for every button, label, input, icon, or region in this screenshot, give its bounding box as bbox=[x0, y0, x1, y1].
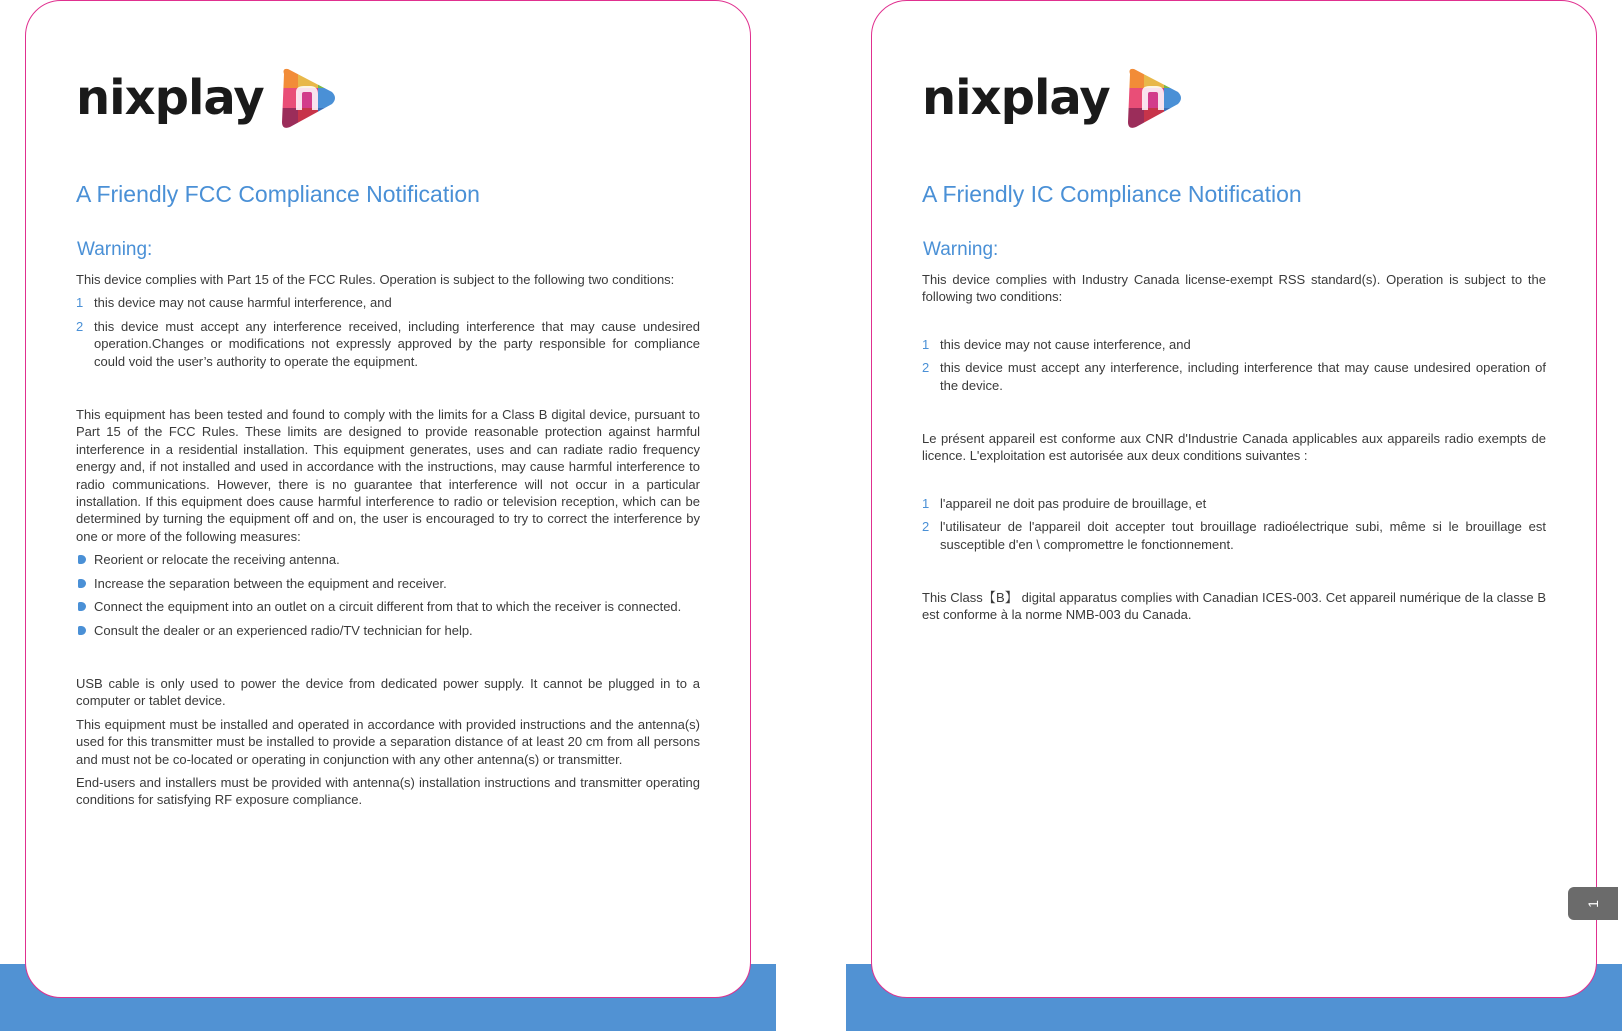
antenna-paragraph: This equipment must be installed and operated in accordance with provided instructions and the antenna(s) used for this transmitter must be installed to provide a separation distance of at least 20 cm from all persons and must not be co-located or operating in conjunction with any other antenna(s) or transmitter. bbox=[76, 716, 700, 767]
list-item: 1 l'appareil ne doit pas produire de brouillage, et bbox=[922, 495, 1207, 511]
bullet-icon bbox=[78, 555, 86, 564]
list-item: 1 this device may not cause harmful interference, and bbox=[76, 295, 392, 311]
page-title: A Friendly IC Compliance Notification bbox=[922, 181, 1302, 207]
intro-paragraph: This device complies with Industry Canada license-exempt RSS standard(s). Operation is subject to the following two conditions: bbox=[922, 272, 1546, 305]
list-item: Increase the separation between the equipment and receiver. bbox=[76, 575, 700, 592]
logo-play-icon bbox=[1124, 66, 1184, 130]
page-number: 1 bbox=[1584, 899, 1601, 908]
list-item: 2 l'utilisateur de l'appareil doit accepter tout brouillage radioélectrique subi, même si le brouillage est susceptible d'en \ compromettre le fonctionnement. bbox=[922, 519, 1546, 552]
list-item: 2 this device must accept any interference, including interference that may cause undesired operation of the device. bbox=[922, 360, 1546, 393]
bullet-icon bbox=[78, 626, 86, 635]
list-item: 1 this device may not cause interference, and bbox=[922, 336, 1191, 352]
measures-list bbox=[76, 551, 700, 639]
ic-body bbox=[922, 271, 1546, 624]
french-conditions-list bbox=[922, 495, 1546, 553]
conditions-list bbox=[76, 294, 700, 370]
ices-paragraph: This Class【B】 digital apparatus complies with Canadian ICES-003. Cet appareil numérique de la classe B est conforme à la norme NMB-003 du Canada. bbox=[922, 590, 1546, 623]
ic-page bbox=[871, 0, 1597, 998]
list-item: Connect the equipment into an outlet on a circuit different from that to which the receiver is connected. bbox=[76, 598, 700, 615]
french-intro-paragraph: Le présent appareil est conforme aux CNR d'Industrie Canada applicables aux appareils radio exempts de licence. L'exploitation est autorisée aux deux conditions suivantes : bbox=[922, 431, 1546, 464]
nixplay-logo bbox=[922, 63, 1184, 133]
intro-paragraph: This device complies with Part 15 of the FCC Rules. Operation is subject to the following two conditions: bbox=[76, 272, 675, 287]
nixplay-logo bbox=[76, 63, 338, 133]
usb-paragraph: USB cable is only used to power the device from dedicated power supply. It cannot be plugged in to a computer or tablet device. bbox=[76, 675, 700, 709]
conditions-list bbox=[922, 336, 1546, 394]
fcc-body bbox=[76, 271, 700, 809]
fcc-page bbox=[25, 0, 751, 998]
page-number-tab[interactable] bbox=[1568, 887, 1618, 920]
endusers-paragraph: End-users and installers must be provided with antenna(s) installation instructions and transmitter operating conditions for satisfying RF exposure compliance. bbox=[76, 774, 700, 808]
logo-wordmark: nixplay bbox=[76, 70, 264, 126]
list-item: Reorient or relocate the receiving antenna. bbox=[76, 551, 700, 568]
warning-heading: Warning: bbox=[923, 239, 999, 260]
page-title: A Friendly FCC Compliance Notification bbox=[76, 181, 480, 207]
warning-heading: Warning: bbox=[77, 239, 153, 260]
bullet-icon bbox=[78, 579, 86, 588]
list-item: 2 this device must accept any interference received, including interference that may cause undesired operation.Changes or modifications not expressly approved by the party responsible for compliance could void the user’s authority to operate the equipment. bbox=[76, 318, 700, 369]
bullet-icon bbox=[78, 602, 86, 611]
logo-play-icon bbox=[278, 66, 338, 130]
list-item: Consult the dealer or an experienced radio/TV technician for help. bbox=[76, 622, 700, 639]
logo-wordmark: nixplay bbox=[922, 70, 1110, 126]
class-b-paragraph: This equipment has been tested and found to comply with the limits for a Class B digital device, pursuant to Part 15 of the FCC Rules. These limits are designed to provide reasonable protection against harmful interference in a residential installation. This equipment generates, uses and can radiate radio frequency energy and, if not installed and used in accordance with the instructions, may cause harmful interference to radio communications. However, there is no guarantee that interference will not occur in a particular installation. If this equipment does cause harmful interference to radio or television reception, which can be determined by turning the equipment off and on, the user is encouraged to try to correct the interference by one or more of the following measures: bbox=[76, 407, 700, 544]
